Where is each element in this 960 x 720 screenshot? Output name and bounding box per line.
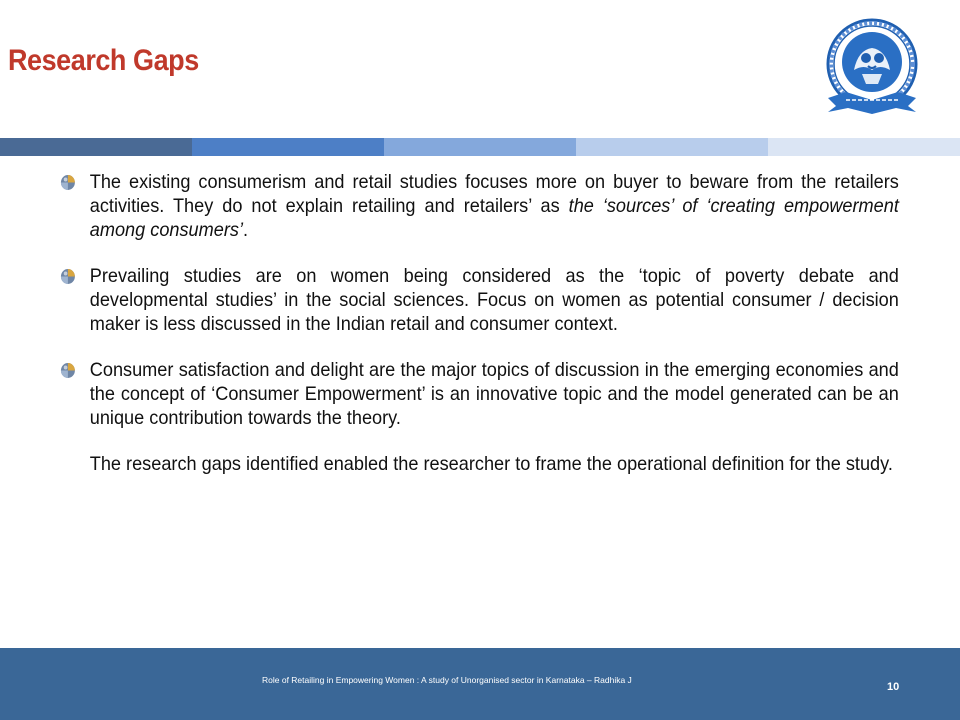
bullet-text-italic: the ‘sources’ of ‘creating empowerment among consumers’ [89,195,899,241]
closing-paragraph: The research gaps identified enabled the researcher to frame the operational definition for the study. [89,453,893,475]
bullet-sphere-icon [60,361,76,378]
band-segment [192,138,384,156]
band-segment [384,138,576,156]
page-number: 10 [887,681,900,693]
bullet-text: Prevailing studies are on women being considered as the ‘topic of poverty debate and developmental studies’ in the social sciences. Focus on women as potential consumer / decision maker is less discussed in the Indian retail and consumer context. [89,265,899,335]
band-segment [0,138,192,156]
bullet-text: Consumer satisfaction and delight are the major topics of discussion in the emerging economies and the concept of ‘Consumer Empowerment’ is an innovative topic and the model generated can be an unique contribution towards the theory. [89,359,899,429]
slide-title: Research Gaps [8,44,199,77]
footer-text: Role of Retailing in Empowering Women : A study of Unorganised sector in Karnataka – Radhika J [262,675,632,685]
bullet-text-end: . [242,219,249,241]
slide-content [60,170,902,476]
band-segment [768,138,960,156]
university-emblem-icon [822,14,926,120]
bullet-sphere-icon [60,173,76,190]
bullet-sphere-icon [60,267,76,284]
bullet-item [60,358,899,430]
bullet-item [60,264,899,336]
band-segment [576,138,768,156]
bullet-text: The existing consumerism and retail studies focuses more on buyer to beware from the retailers activities. They do not explain retailing and retailers’ as [89,171,899,217]
bullet-item [60,170,899,242]
footer-bar [0,648,960,720]
decorative-color-band [0,138,960,156]
